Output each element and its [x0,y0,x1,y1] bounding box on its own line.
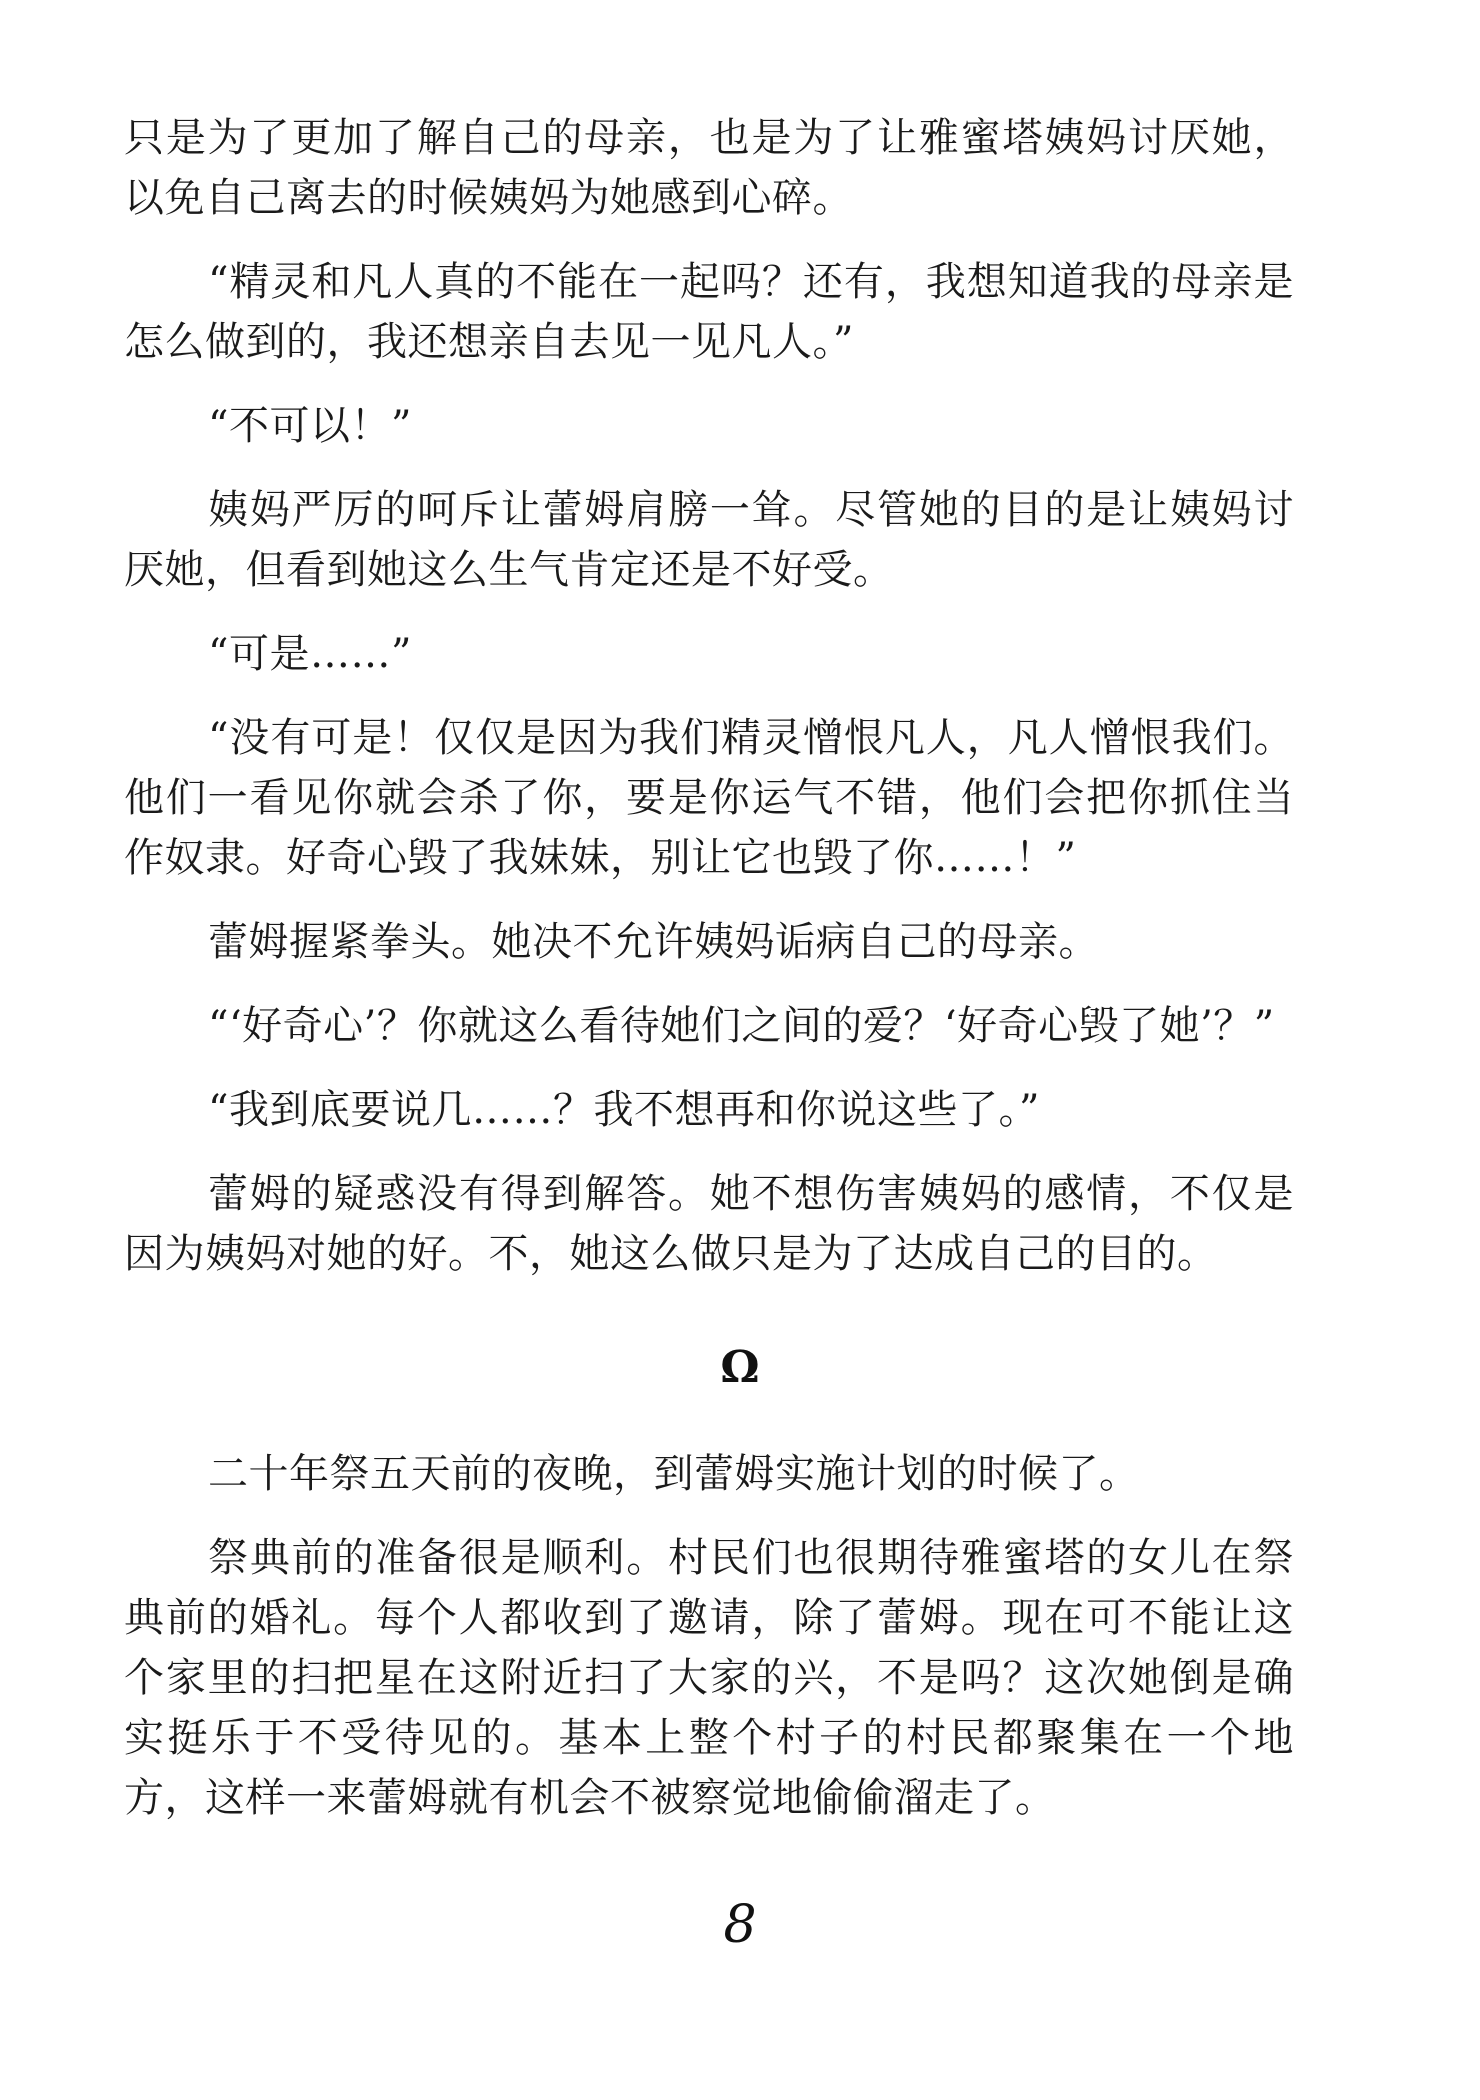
body-text-top [124,108,1294,1308]
paragraph: “可是……” [208,631,412,677]
paragraph: “没有可是！仅仅是因为我们精灵憎恨凡人，凡人憎恨我们。他们一看见你就会杀了你，要是你运气不错，他们会把你抓住当作奴隶。好奇心毁了我妹妹，别让它也毁了你……！” [124,715,1294,881]
paragraph: 祭典前的准备很是顺利。村民们也很期待雅蜜塔的女儿在祭典前的婚礼。每个人都收到了邀请，除了蕾姆。现在可不能让这个家里的扫把星在这附近扫了大家的兴，不是吗？这次她倒是确实挺乐于不受待见的。基本上整个村子的村民都聚集在一个地方，这样一来蕾姆就有机会不被察觉地偷偷溜走了。 [124,1535,1294,1821]
section-divider: Ω [720,1342,760,1393]
paragraph: 二十年祭五天前的夜晚，到蕾姆实施计划的时候了。 [208,1451,1140,1497]
paragraph: “精灵和凡人真的不能在一起吗？还有，我想知道我的母亲是怎么做到的，我还想亲自去见一见凡人。” [124,259,1294,365]
paragraph: “不可以！” [208,403,412,449]
paragraph: 蕾姆的疑惑没有得到解答。她不想伤害姨妈的感情，不仅是因为姨妈对她的好。不，她这么做只是为了达成自己的目的。 [124,1171,1294,1277]
page-number: 8 [723,1895,757,1955]
body-text-bottom [124,1444,1294,1852]
paragraph: 蕾姆握紧拳头。她决不允许姨妈诟病自己的母亲。 [208,919,1099,965]
paragraph: “我到底要说几……？我不想再和你说这些了。” [208,1087,1040,1133]
paragraph: 姨妈严厉的呵斥让蕾姆肩膀一耸。尽管她的目的是让姨妈讨厌她，但看到她这么生气肯定还是不好受。 [124,487,1294,593]
paragraph: 只是为了更加了解自己的母亲，也是为了让雅蜜塔姨妈讨厌她，以免自己离去的时候姨妈为她感到心碎。 [124,115,1294,221]
paragraph: “‘好奇心’？你就这么看待她们之间的爱？‘好奇心毁了她’？” [208,1003,1275,1049]
